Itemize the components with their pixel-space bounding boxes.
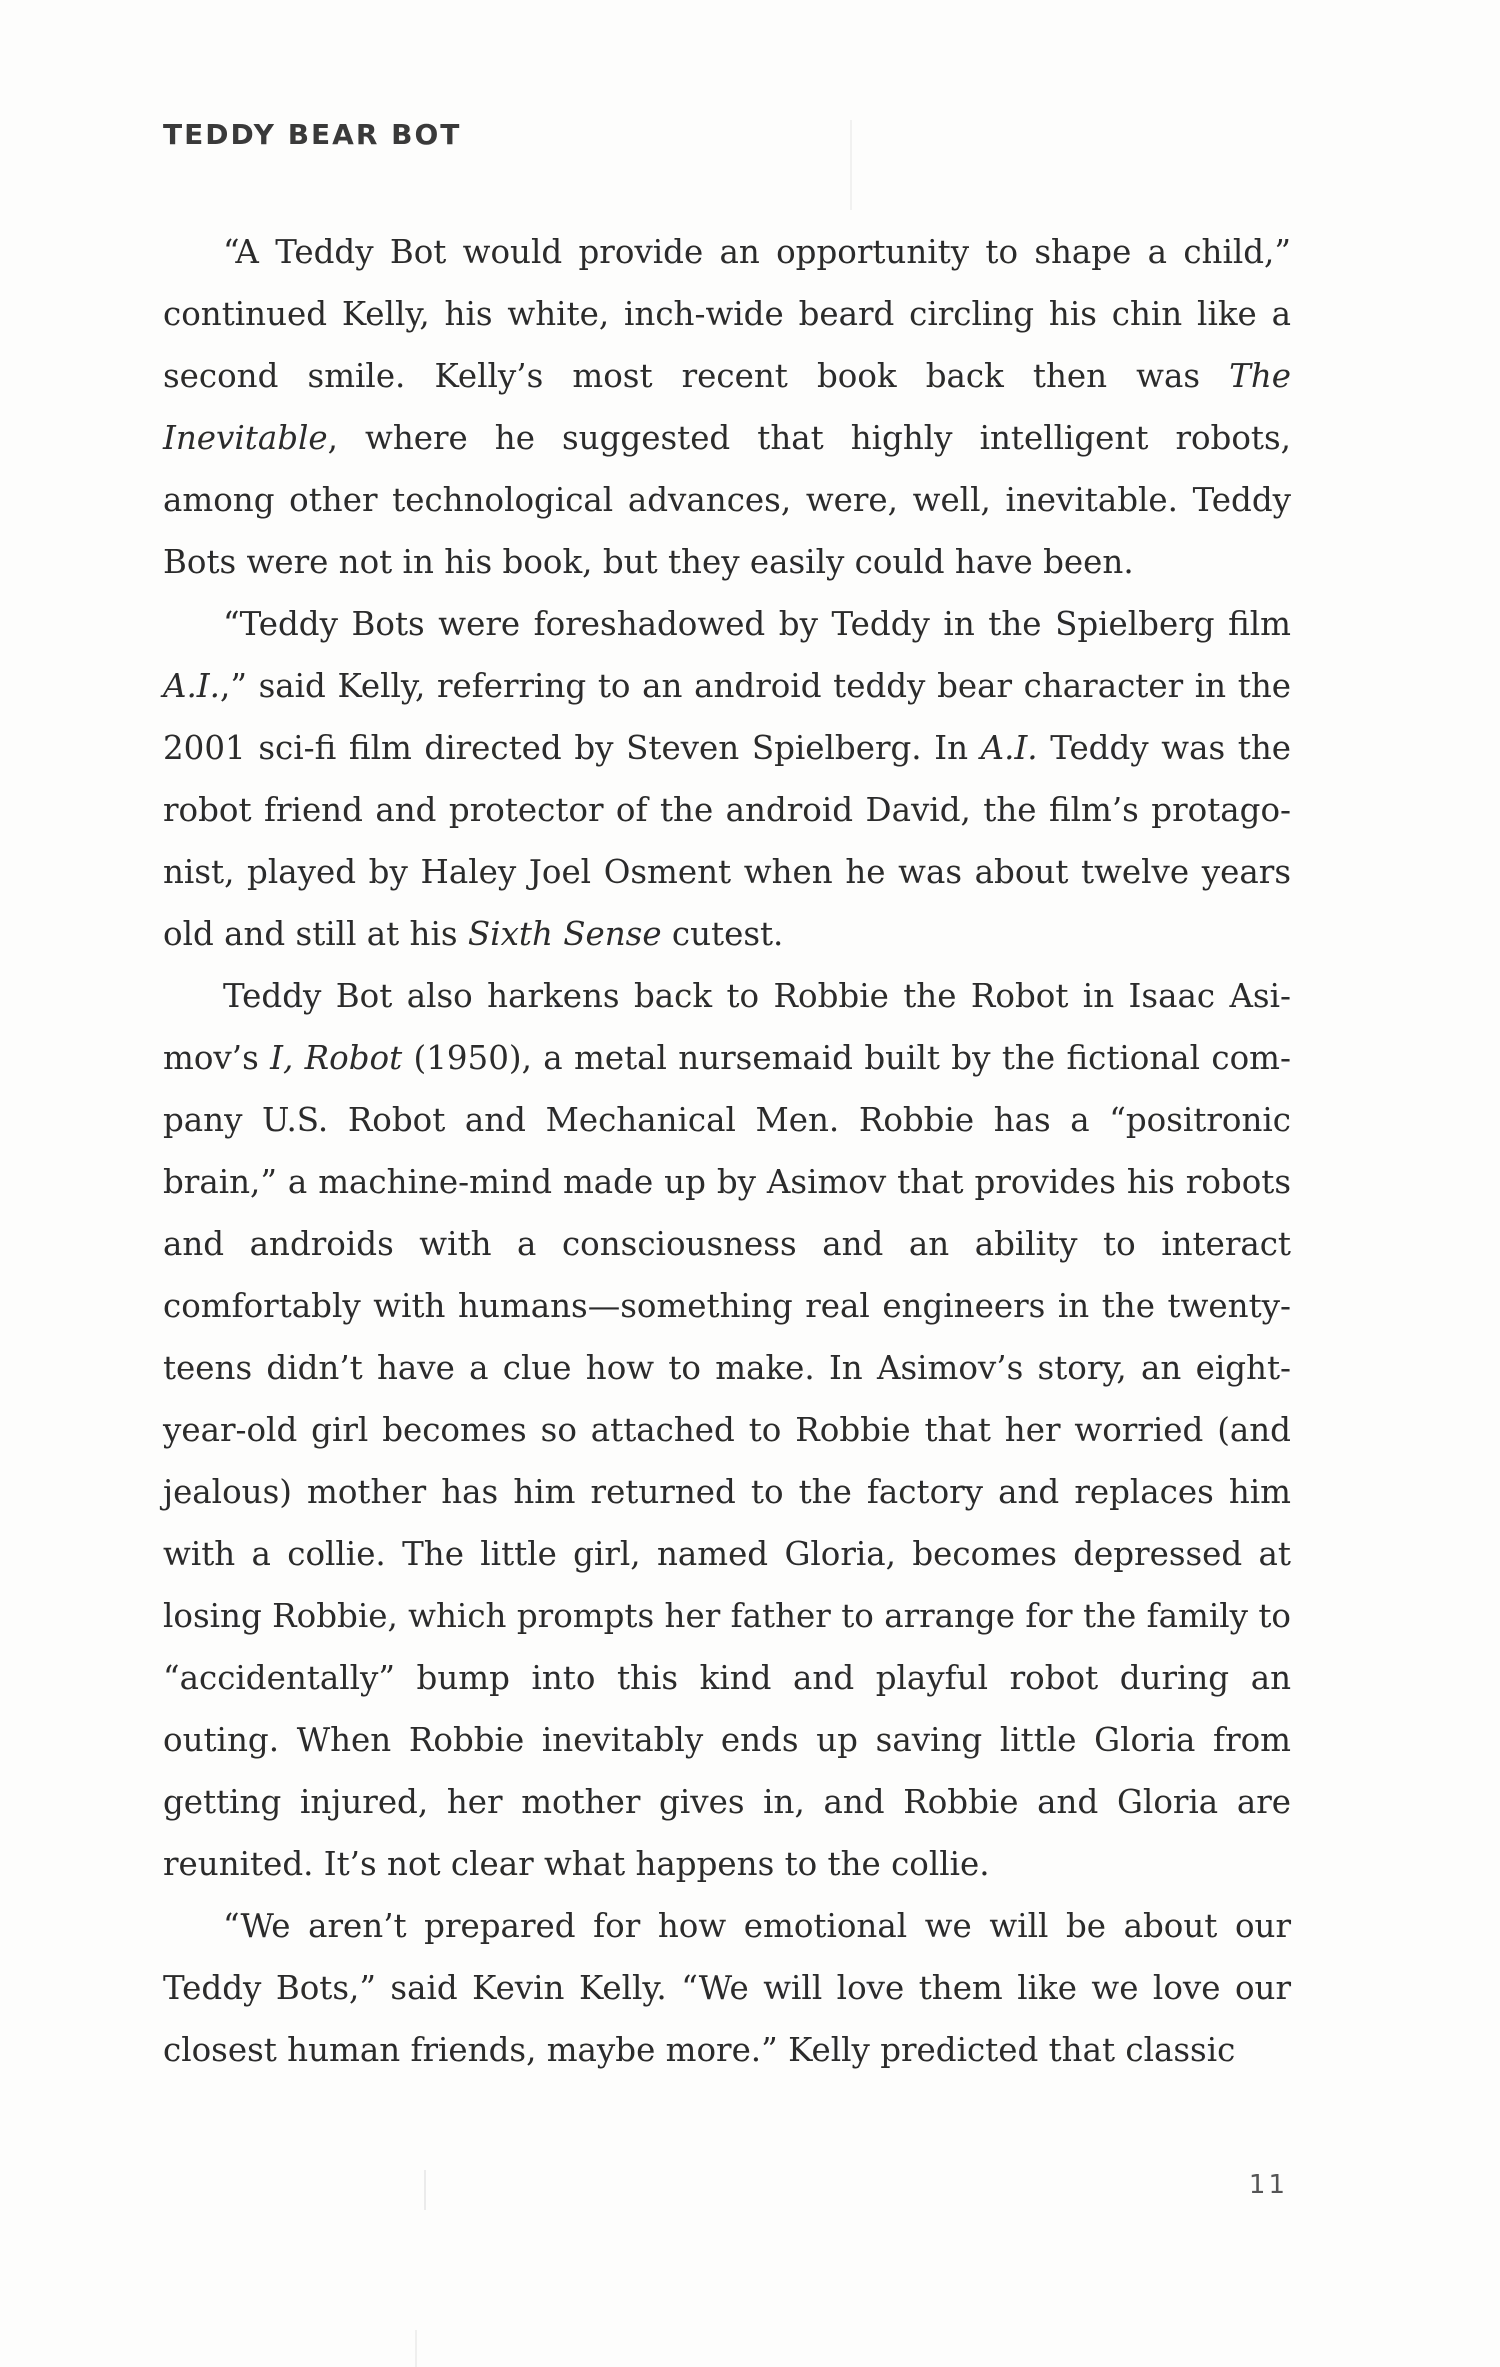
text-segment: “We aren’t prepared for how emotional we will be about our Teddy Bots,” said Kevin Kelly. “We will love them like we love our closest human friends, maybe more.” Kelly predicted that classic — [163, 1907, 1291, 2069]
page-number: 11 — [1248, 2170, 1288, 2200]
paragraph — [163, 593, 1291, 965]
paragraph — [163, 965, 1291, 1895]
text-segment: cutest. — [661, 915, 784, 953]
film-title: Sixth Sense — [467, 915, 662, 953]
text-segment: ,” said Kelly, referring to an android teddy bear character in the 2001 sci-fi film directed by Steven Spielberg. In — [163, 667, 1291, 767]
body-text — [163, 221, 1291, 2081]
scan-mark — [424, 2170, 426, 2210]
scan-mark — [415, 2330, 417, 2367]
paragraph — [163, 221, 1291, 593]
text-segment: (1950), a metal nursemaid built by the fictional company U.S. Robot and Mechanical Men. Robbie has a “positronic brain,” a machine-mind made up by Asimov that provides his robots and androids with a consciousness and an ability to interact comfortably with humans—something real engineers in the twenty-teens didn’t have a clue how to make. In Asimov’s story, an eight-year-old girl becomes so attached to Robbie that her worried (and jealous) mother has him returned to the factory and replaces him with a collie. The little girl, named Gloria, becomes depressed at losing Robbie, which prompts her father to arrange for the family to “accidentally” bump into this kind and playful robot during an outing. When Robbie inevitably ends up saving little Gloria from getting injured, her mother gives in, and Robbie and Gloria are reunited. It’s not clear what happens to the collie. — [163, 1039, 1291, 1883]
scan-mark — [850, 120, 852, 210]
film-title: A.I. — [163, 667, 220, 705]
book-title: I, Robot — [270, 1039, 403, 1077]
text-segment: “Teddy Bots were foreshadowed by Teddy in the Spielberg film — [223, 605, 1291, 643]
paragraph — [163, 1895, 1291, 2081]
film-title: A.I. — [980, 729, 1038, 767]
book-title: The Inevitable — [163, 357, 1291, 457]
running-head: TEDDY BEAR BOT — [163, 118, 462, 151]
text-segment: Teddy was the robot friend and protector of the android David, the film’s protagonist, played by Haley Joel Osment when he was about twelve years old and still at his — [163, 729, 1292, 953]
text-segment: “A Teddy Bot would provide an opportunity to shape a child,” continued Kelly, his white, inch-wide beard circling his chin like a second smile. Kelly’s most recent book back then was — [163, 233, 1291, 395]
text-segment: , where he suggested that highly intelligent robots, among other technological advances, were, well, inevitable. Teddy Bots were not in his book, but they easily could have been. — [163, 419, 1291, 581]
text-segment: Teddy Bot also harkens back to Robbie the Robot in Isaac Asimov’s — [163, 977, 1291, 1077]
